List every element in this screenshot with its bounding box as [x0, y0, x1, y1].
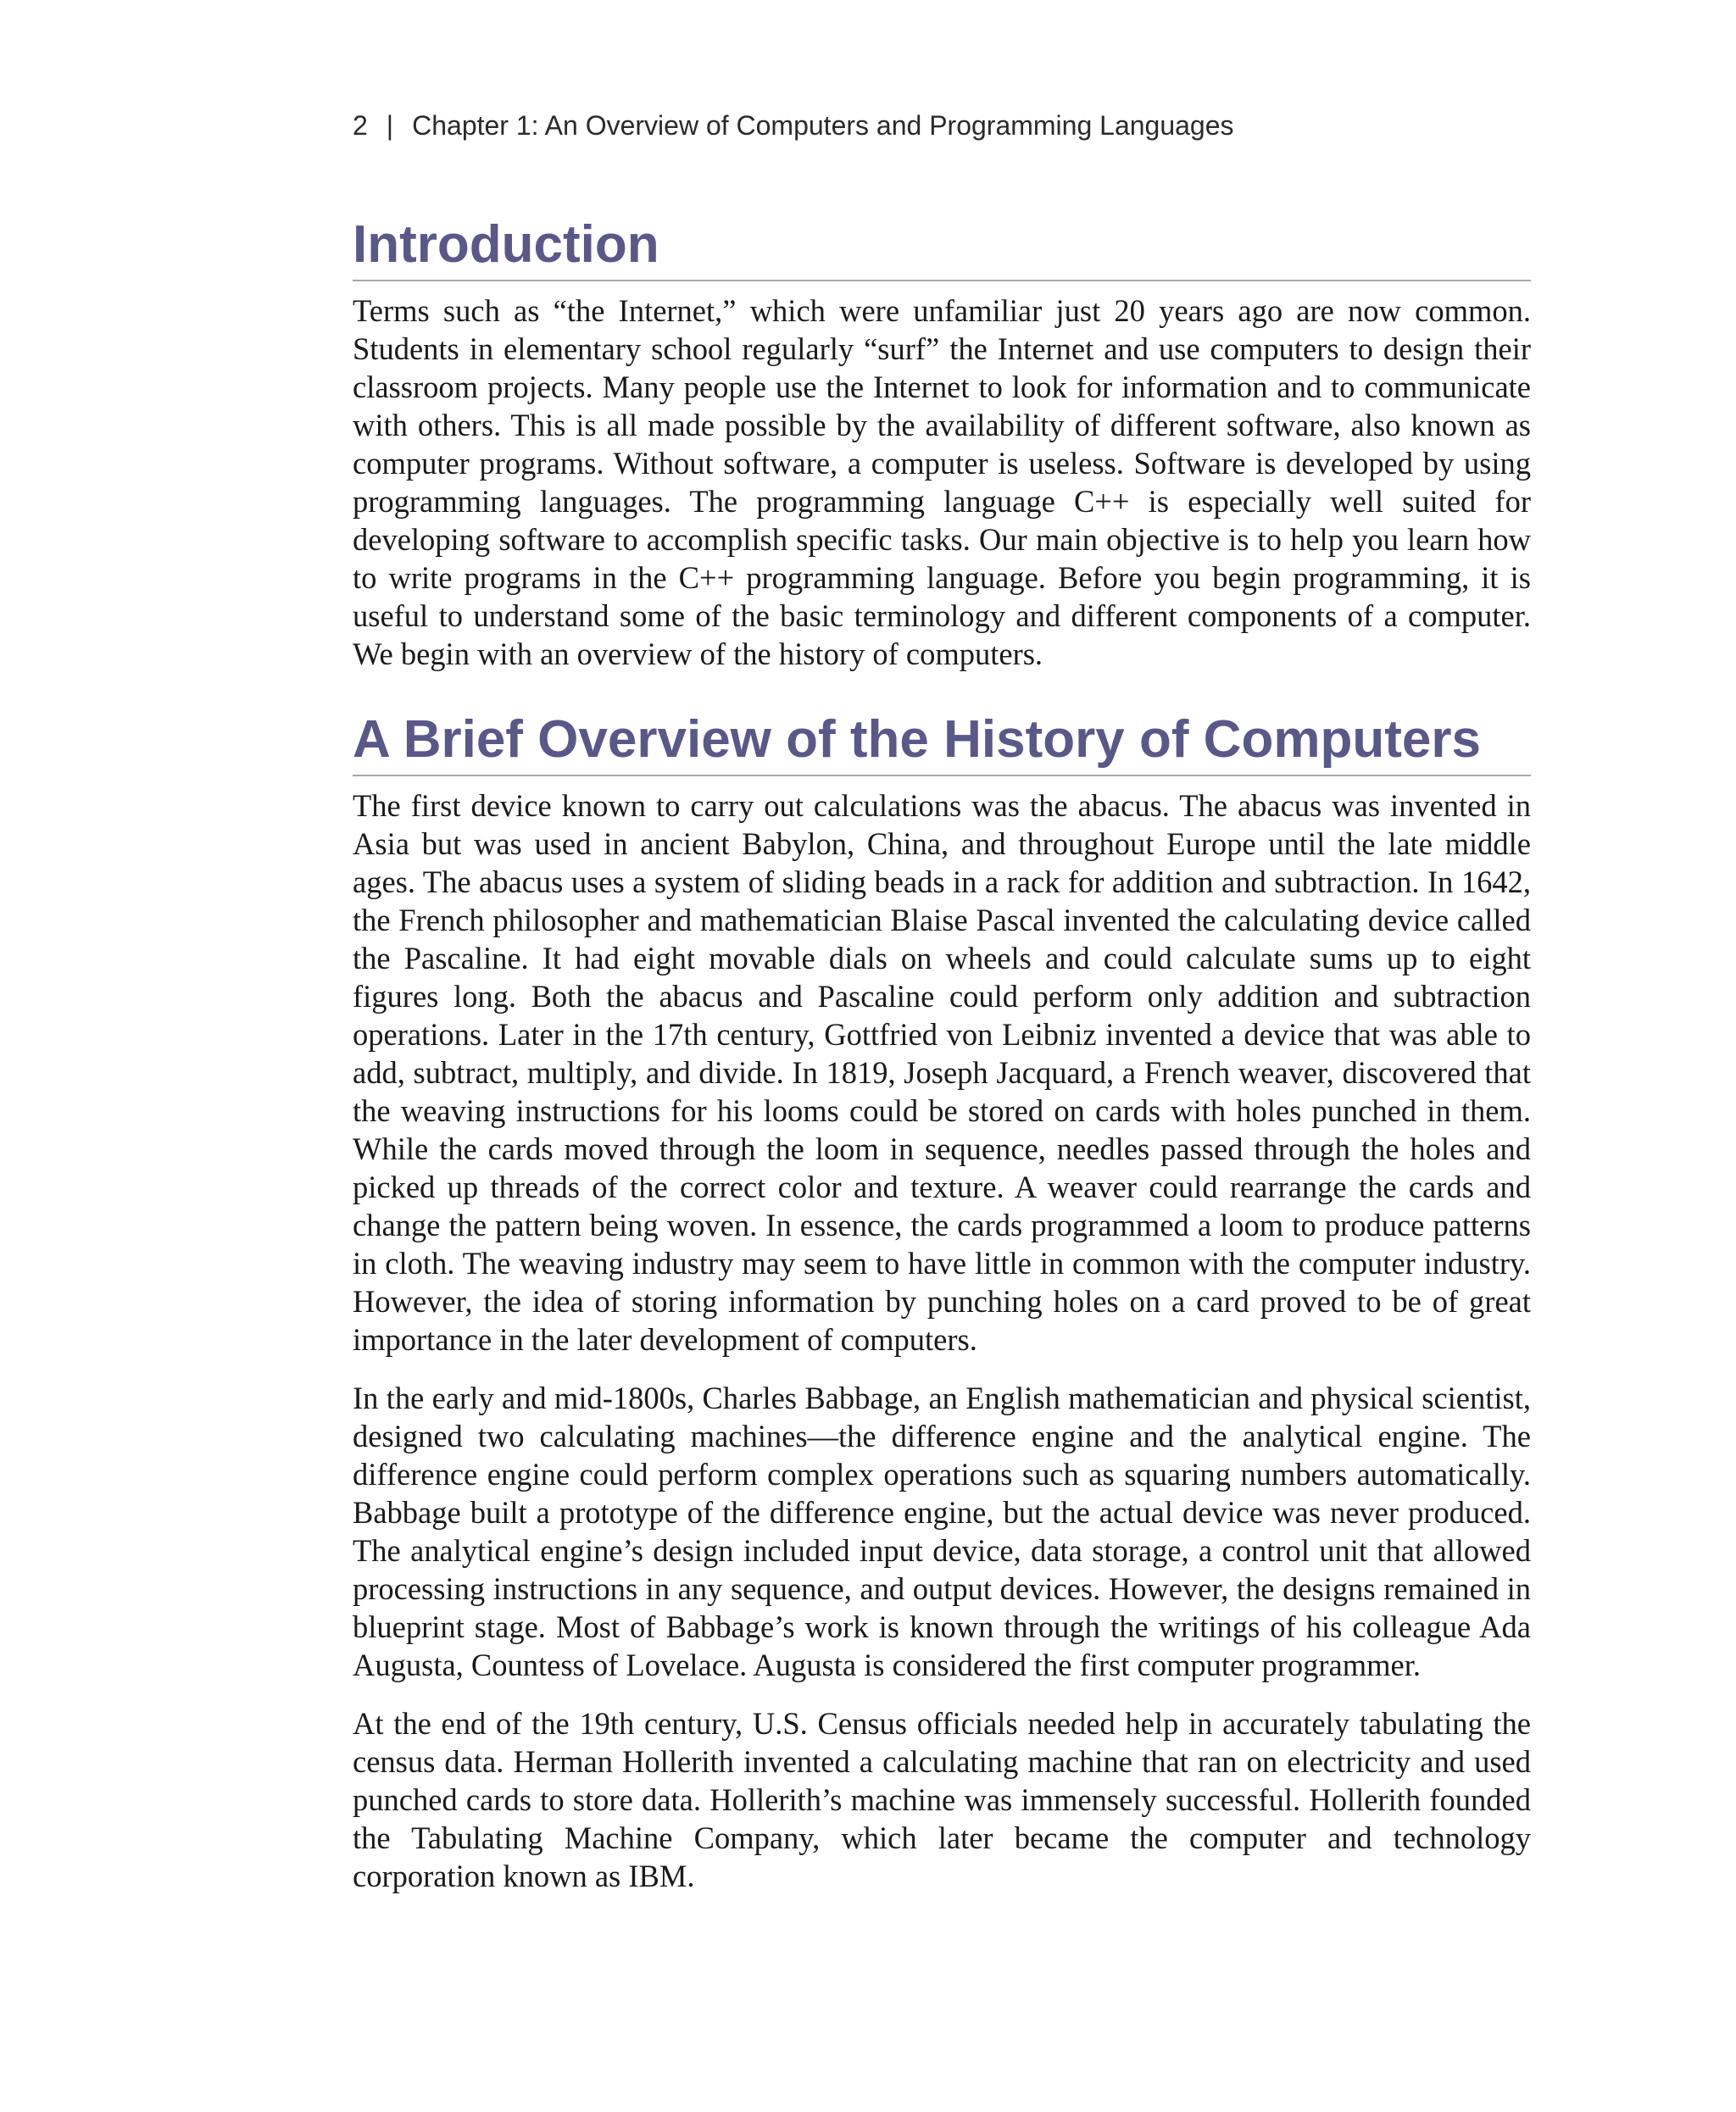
paragraph: The first device known to carry out calculations was the abacus. The abacus was invented in Asia but was used in ancient Babylon, China, and throughout Europe until the late middle ages. The abacus uses a system of sliding beads in a rack for addition and subtraction. In 1642, the French philosopher and mathematician Blaise Pascal invented the calculating device called the Pascaline. It had eight movable dials on wheels and could calculate sums up to eight figures long. Both the abacus and Pascaline could perform only addition and subtraction operations. Later in the 17th century, Gottfried von Leibniz invented a device that was able to add, subtract, multiply, and divide. In 1819, Joseph Jacquard, a French weaver, discovered that the weaving instructions for his looms could be stored on cards with holes punched in them. While the cards moved through the loom in sequence, needles passed through the holes and picked up threads of the correct color and texture. A weaver could rearrange the cards and change the pattern being woven. In essence, the cards programmed a loom to produce patterns in cloth. The weaving industry may seem to have little in common with the computer industry. However, the idea of storing information by punching holes on a card proved to be of great importance in the later development of computers. — [353, 788, 1531, 1357]
chapter-title: Chapter 1: An Overview of Computers and Programming Languages — [412, 110, 1234, 141]
page-number: 2 — [353, 110, 368, 141]
section-introduction — [353, 215, 1531, 673]
section-body — [353, 786, 1531, 1895]
paragraph: Terms such as “the Internet,” which were unfamiliar just 20 years ago are now common. Students in elementary school regularly “surf” the Internet and use computers to design their classroom projects. Many people use the Internet to look for information and to communicate with others. This is all made possible by the availability of different software, also known as computer programs. Without software, a computer is useless. Software is developed by using programming languages. The programming language C++ is especially well suited for developing software to accomplish specific tasks. Our main objective is to help you learn how to write programs in the C++ programming language. Before you begin programming, it is useful to understand some of the basic terminology and different components of a computer. We begin with an overview of the history of computers. — [353, 293, 1531, 671]
running-head-separator: | — [386, 110, 394, 141]
section-heading: Introduction — [353, 219, 1531, 281]
section-history-of-computers — [353, 710, 1531, 1895]
section-heading: A Brief Overview of the History of Computers — [353, 714, 1531, 776]
paragraph: In the early and mid-1800s, Charles Babbage, an English mathematician and physical scientist, designed two calculating machines—the difference engine and the analytical engine. The difference engine could perform complex operations such as squaring numbers automatically. Babbage built a prototype of the difference engine, but the actual device was never produced. The analytical engine’s design included input device, data storage, a control unit that allowed processing instructions in any sequence, and output devices. However, the designs remained in blueprint stage. Most of Babbage’s work is known through the writings of his colleague Ada Augusta, Countess of Lovelace. Augusta is considered the first computer programmer. — [353, 1381, 1531, 1682]
paragraph: At the end of the 19th century, U.S. Census officials needed help in accurately tabulating the census data. Herman Hollerith invented a calculating machine that ran on electricity and used punched cards to store data. Hollerith’s machine was immensely successful. Hollerith founded the Tabulating Machine Company, which later became the computer and technology corporation known as IBM. — [353, 1706, 1531, 1893]
section-body — [353, 292, 1531, 673]
running-head — [353, 110, 1234, 142]
